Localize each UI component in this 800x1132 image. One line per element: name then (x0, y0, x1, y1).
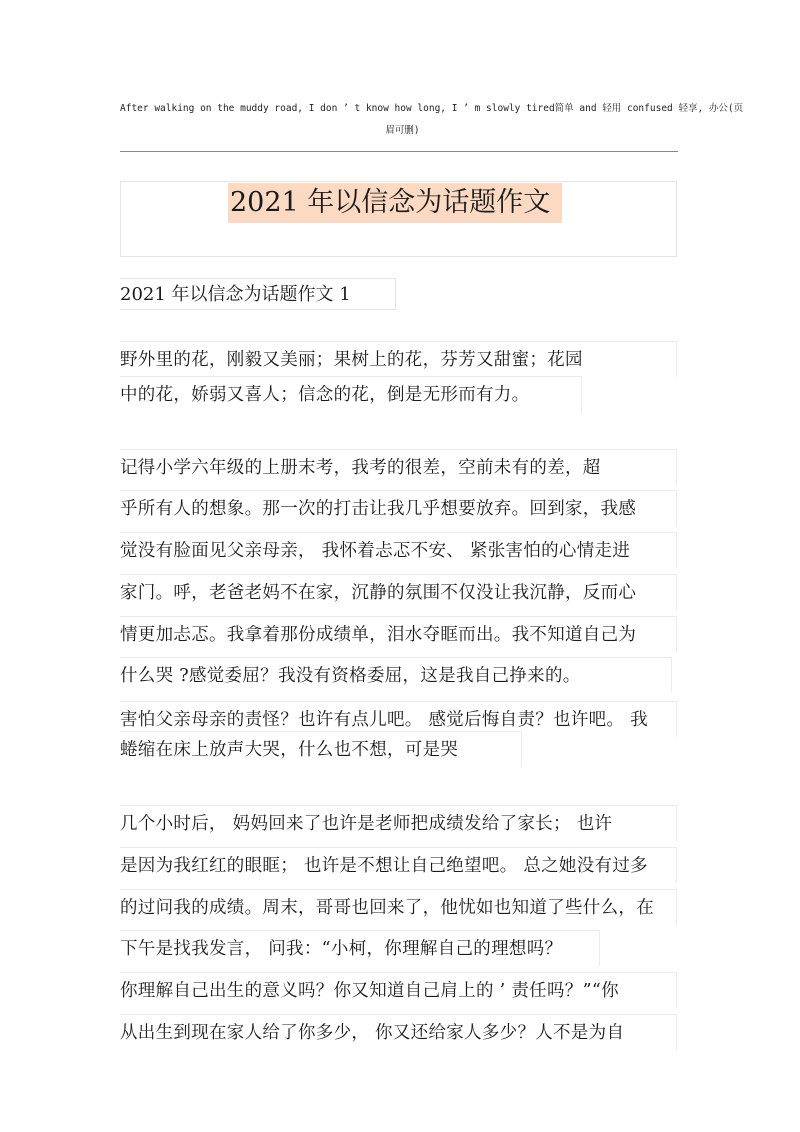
text-line: 觉没有脸面见父亲母亲， 我怀着忐忑不安、 紧张害怕的心情走进 (120, 532, 677, 568)
document-title: 2021 年以信念为话题作文 (228, 183, 562, 223)
text-line: 的过问我的成绩。周末，哥哥也回来了，他忧如也知道了些什么，在 (120, 889, 677, 925)
page-header (120, 98, 744, 142)
section-heading: 2021 年以信念为话题作文 1 (120, 278, 396, 310)
text-line: 是因为我红红的眼眶； 也许是不想让自己绝望吧。 总之她没有过多 (120, 847, 677, 883)
text-line: 家门。呼，老爸老妈不在家，沉静的氛围不仅没让我沉静，反而心 (120, 574, 677, 610)
text-line: 下午是找我发言， 问我：“小柯，你理解自己的理想吗？ (120, 930, 600, 966)
text-line: 什么哭 ?感觉委屈？我没有资格委屈，这是我自己挣来的。 (120, 657, 672, 693)
text-line: 情更加忐忑。我拿着那份成绩单，泪水夺眶而出。我不知道自己为 (120, 616, 677, 652)
header-line-1: After walking on the muddy road, I don ’ t know how long, I ’ m slowly tired简单 and 轻用 confused 轻享, 办公(页 (120, 103, 744, 114)
text-line: 害怕父亲母亲的责怪？也许有点儿吧。 感觉后悔自责？也许吧。 我 (120, 701, 677, 737)
text-line: 你理解自己出生的意义吗？你又知道自己肩上的 ’ 责任吗？”“你 (120, 972, 677, 1008)
text-line: 野外里的花，刚毅又美丽；果树上的花，芬芳又甜蜜；花园 (120, 341, 677, 377)
header-line-2: 眉可删) (385, 125, 420, 136)
header-rule (120, 151, 678, 152)
text-line: 乎所有人的想象。那一次的打击让我几乎想要放弃。回到家，我感 (120, 490, 677, 526)
text-line: 中的花，娇弱又喜人；信念的花，倒是无形而有力。 (120, 376, 582, 412)
text-line: 蜷缩在床上放声大哭，什么也不想，可是哭 (120, 731, 522, 767)
text-line: 几个小时后， 妈妈回来了也许是老师把成绩发给了家长； 也许 (120, 805, 677, 841)
text-line: 从出生到现在家人给了你多少， 你又还给家人多少？人不是为自 (120, 1014, 677, 1050)
text-line: 记得小学六年级的上册末考，我考的很差，空前未有的差，超 (120, 449, 677, 485)
